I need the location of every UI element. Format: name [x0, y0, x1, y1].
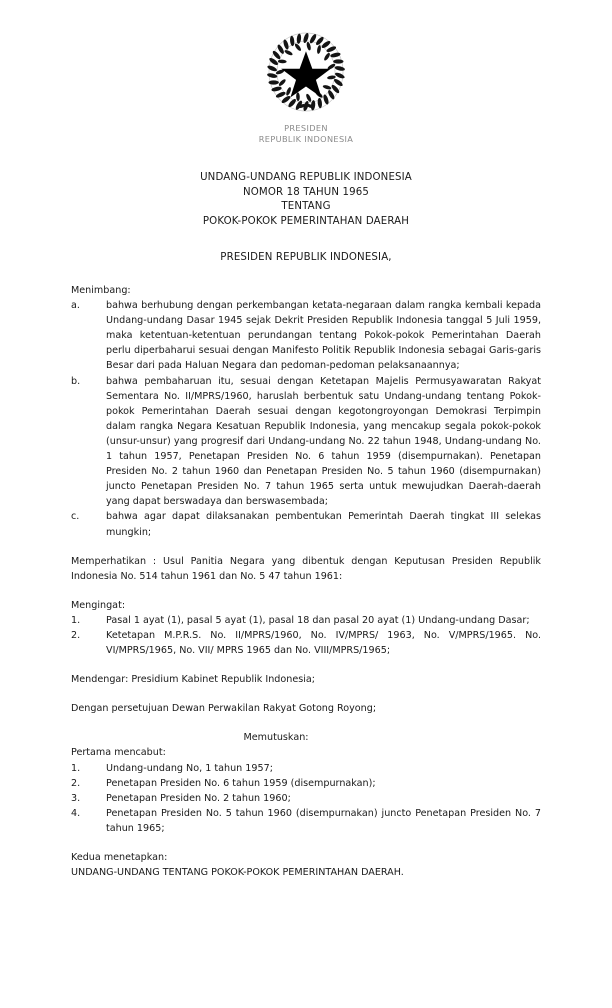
list-text: bahwa berhubung dengan perkembangan ketata-negaraan dalam rangka kembali kepada Undang-undang Dasar 1945 sejak Dekrit Presiden Republik Indonesia tanggal 5 Juli 1959, maka ketentuan-ketentuan perundangan tentang Pokok-pokok Pemerintahan Daerah perlu diperbaharui sesuai dengan Manifesto Politik Republik Indonesia sebagai Garis-garis Besar dari pada Haluan Negara dan pedoman-pedoman pelaksanaannya;	[106, 300, 541, 372]
emblem-caption	[0, 123, 612, 145]
mengingat-label: Mengingat:	[71, 599, 126, 611]
kedua-text: UNDANG-UNDANG TENTANG POKOK-POKOK PEMERINTAHAN DAERAH.	[71, 867, 404, 879]
mendengar-line: Mendengar: Presidium Kabinet Republik Indonesia;	[71, 674, 316, 686]
list-text: Penetapan Presiden No. 2 tahun 1960;	[106, 792, 291, 804]
list-marker: 1.	[71, 762, 81, 774]
persetujuan-line: Dengan persetujuan Dewan Perwakilan Rakyat Gotong Royong;	[71, 703, 377, 715]
list-text: Undang-undang No, 1 tahun 1957;	[106, 762, 273, 774]
list-marker: a.	[71, 300, 80, 312]
list-marker: 2.	[71, 629, 81, 641]
list-text: bahwa agar dapat dilaksanakan pembentukan Pemerintah Daerah tingkat III selekas mungkin;	[106, 511, 541, 538]
list-marker: 4.	[71, 807, 81, 819]
mengingat-item-1	[71, 613, 541, 628]
list-text: Penetapan Presiden No. 5 tahun 1960 (disempurnakan) juncto Penetapan Presiden No. 7 tahun 1965;	[106, 807, 541, 834]
title-line-4: POKOK-POKOK PEMERINTAHAN DAERAH	[202, 215, 410, 227]
list-text: Penetapan Presiden No. 6 tahun 1959 (disempurnakan);	[106, 777, 376, 789]
list-marker: 2.	[71, 777, 81, 789]
document-title-block	[0, 171, 612, 229]
mengingat-item-2	[71, 628, 541, 658]
title-line-1: UNDANG-UNDANG REPUBLIK INDONESIA	[200, 172, 412, 183]
emblem-caption-line2: REPUBLIK INDONESIA	[258, 134, 354, 144]
emblem-block	[0, 0, 612, 145]
list-marker: 1.	[71, 614, 81, 626]
emblem-caption-line1: PRESIDEN	[284, 123, 328, 133]
memperhatikan-paragraph: Memperhatikan : Usul Panitia Negara yang dibentuk dengan Keputusan Presiden Republik Indonesia No. 514 tahun 1961 dan No. 5 47 tahun 1961:	[71, 555, 541, 582]
menimbang-item-c	[71, 509, 541, 539]
menimbang-label: Menimbang:	[71, 285, 131, 296]
pertama-label: Pertama mencabut:	[71, 747, 166, 759]
kedua-label: Kedua menetapkan:	[71, 852, 168, 863]
pertama-item-1	[71, 761, 541, 776]
memutuskan-heading: Memutuskan:	[243, 732, 309, 744]
list-text: Ketetapan M.P.R.S. No. II/MPRS/1960, No. IV/MPRS/ 1963, No. V/MPRS/1965. No. VI/MPRS/1965, No. VII/ MPRS 1965 dan No. VIII/MPRS/1965;	[106, 629, 541, 657]
list-text: bahwa pembaharuan itu, sesuai dengan Ketetapan Majelis Permusyawaratan Rakyat Sementara No. II/MPRS/1960, haruslah berbentuk satu Undang-undang tentang Pokok-pokok Pemerintahan Daerah sesuai dengan kegotongroyongan Demokrasi Terpimpin dalam rangka Negara Kesatuan Republik Indonesia, yang mencakup segala pokok-pokok (unsur-unsur) yang progresif dari Undang-undang No. 22 tahun 1948, Undang-undang No. 1 tahun 1957, Penetapan Presiden No. 6 tahun 1959 (disempurnakan). Penetapan Presiden No. 2 tahun 1960 dan Penetapan Presiden No. 5 tahun 1960 (disempurnakan) juncto Penetapan Presiden No. 7 tahun 1965 serta untuk mewujudkan Daerah-daerah yang dapat berswadaya dan berswasembada;	[106, 375, 541, 508]
pertama-item-3	[71, 791, 541, 806]
pertama-item-4	[71, 806, 541, 836]
list-marker: 3.	[71, 792, 81, 804]
menimbang-item-b	[71, 374, 541, 510]
menimbang-item-a	[71, 298, 541, 373]
presidential-seal-icon	[264, 30, 348, 116]
title-line-3: TENTANG	[281, 201, 331, 212]
document-body	[0, 265, 612, 880]
list-marker: c.	[71, 511, 80, 523]
title-line-2: NOMOR 18 TAHUN 1965	[242, 186, 370, 198]
subject-line: PRESIDEN REPUBLIK INDONESIA,	[220, 252, 392, 263]
list-text: Pasal 1 ayat (1), pasal 5 ayat (1), pasal 18 dan pasal 20 ayat (1) Undang-undang Dasar;	[106, 614, 530, 626]
list-marker: b.	[71, 375, 81, 387]
pertama-item-2	[71, 776, 541, 791]
